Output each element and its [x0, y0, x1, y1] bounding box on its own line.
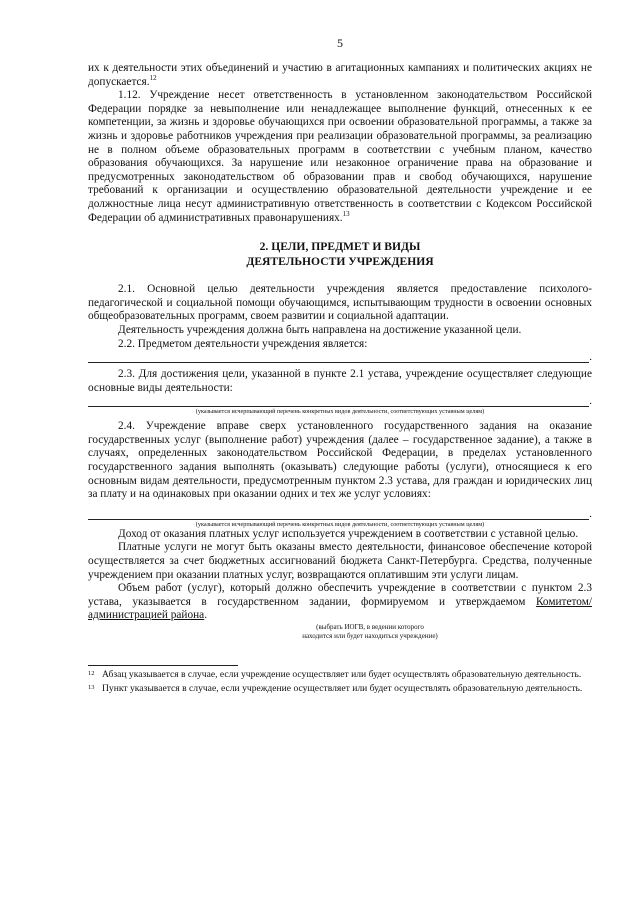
footnote-text: Абзац указывается в случае, если учреждение осуществляет или будет осуществлять образовательную деятельность. [102, 669, 582, 680]
blank-line [88, 395, 589, 407]
caption-line-1: (выбрать ИОГВ, в ведении которого [316, 623, 424, 631]
page-number: 5 [337, 36, 343, 50]
fill-in-line [88, 508, 592, 520]
underlined-authority: Комитетом/администрацией района [88, 595, 592, 622]
footnote-13 [88, 683, 592, 695]
document-page [88, 36, 592, 694]
blank-line [88, 351, 589, 363]
authority-caption [148, 623, 592, 641]
paragraph-paid-services: Платные услуги не могут быть оказаны вместо деятельности, финансовое обеспечение которой осуществляется за счет бюджетных ассигнований бюджета Санкт-Петербурга. Средства, полученные учреждением при оказании платных услуг, возвращаются оплатившим эти услуги лицам. [88, 541, 592, 581]
blank-line [88, 508, 589, 520]
blank-line-end: . [589, 507, 592, 520]
fill-in-line [88, 351, 592, 363]
heading-line-1: 2. ЦЕЛИ, ПРЕДМЕТ И ВИДЫ [259, 240, 421, 254]
fill-in-line [88, 395, 592, 407]
paragraph-continuation [88, 62, 592, 89]
blank-line-end: . [589, 395, 592, 408]
heading-line-2: ДЕЯТЕЛЬНОСТИ УЧРЕЖДЕНИЯ [246, 255, 434, 269]
footnote-text: Пункт указывается в случае, если учреждение осуществляет или будет осуществлять образовательную деятельность. [102, 682, 583, 694]
fill-in-note: (указывается исчерпывающий перечень конкретных видов деятельности, соответствующих уставным целям) [195, 408, 485, 416]
footnote-number: 13 [88, 683, 95, 691]
footnote-number: 12 [88, 670, 95, 677]
paragraph-2-1: 2.1. Основной целью деятельности учреждения является предоставление психолого-педагогической и социальной помощи обучающимся, испытывающим трудности в освоении основных общеобразовательных программ, своем развитии и социальной адаптации. [88, 283, 592, 323]
paragraph-text: Объем работ (услуг), который должно обеспечить учреждение в соответствии с пунктом 2.3 устава, указывается в государственном задании, формируемом и утверждаемом [88, 582, 592, 608]
paragraph-2-4: 2.4. Учреждение вправе сверх установленного государственного задания на оказание государственных услуг (выполнение работ) учреждения (далее – государственное задание), а также в случаях, определенных законодательством Российской Федерации, в пределах установленного государственного задания выполнять (оказывать) следующие работы (услуги), относящиеся к его основным видам деятельности, предусмотренным пунктом 2.3 устава, для граждан и юридических лиц за плату и на одинаковых при оказании одних и тех же услуг условиях: [88, 420, 592, 501]
paragraph-1-12 [88, 89, 592, 225]
footnote-12 [88, 669, 592, 681]
paragraph-2-3: 2.3. Для достижения цели, указанной в пункте 2.1 устава, учреждение осуществляет следующие основные виды деятельности: [88, 368, 592, 394]
paragraph-2-1-b: Деятельность учреждения должна быть направлена на достижение указанной цели. [118, 323, 522, 336]
paragraph-volume [88, 582, 592, 623]
paragraph-2-2: 2.2. Предметом деятельности учреждения является: [118, 337, 368, 350]
fill-in-note: (указывается исчерпывающий перечень конкретных видов деятельности, соответствующих уставным целям) [195, 520, 485, 528]
paragraph-text: их к деятельности этих объединений и участию в агитационных кампаниях и политических акциях не допускается. [88, 62, 592, 88]
blank-line-end: . [589, 351, 592, 364]
section-heading [88, 239, 592, 269]
paragraph-text: 1.12. Учреждение несет ответственность в установленном законодательством Российской Федерации порядке за невыполнение или ненадлежащее выполнение функций, отнесенных к ее компетенции, за жизнь и здоровье обучающихся при освоении образовательной программы, а также за жизнь и здоровье работников учреждения при реализации образовательной программы, за реализацию не в полном объеме образовательных программ в соответствии с учебным планом, качество образования обучающихся. За нарушение или незаконное ограничение права на образование и предусмотренных законодательством об образовании прав и свобод обучающихся, нарушение требований к организации и осуществлению образовательной деятельности учреждение и ее должностные лица несут административную ответственность в соответствии с Кодексом Российской Федерации об административных правонарушениях. [88, 89, 592, 224]
footnote-ref-13: 13 [342, 209, 350, 218]
paragraph-income: Доход от оказания платных услуг используется учреждением в соответствии с уставной целью. [118, 527, 579, 540]
footnote-separator [88, 665, 238, 666]
paragraph-end: . [204, 609, 208, 622]
caption-line-2: находится или будет находиться учреждение) [302, 632, 438, 640]
footnote-ref-12: 12 [149, 73, 157, 82]
